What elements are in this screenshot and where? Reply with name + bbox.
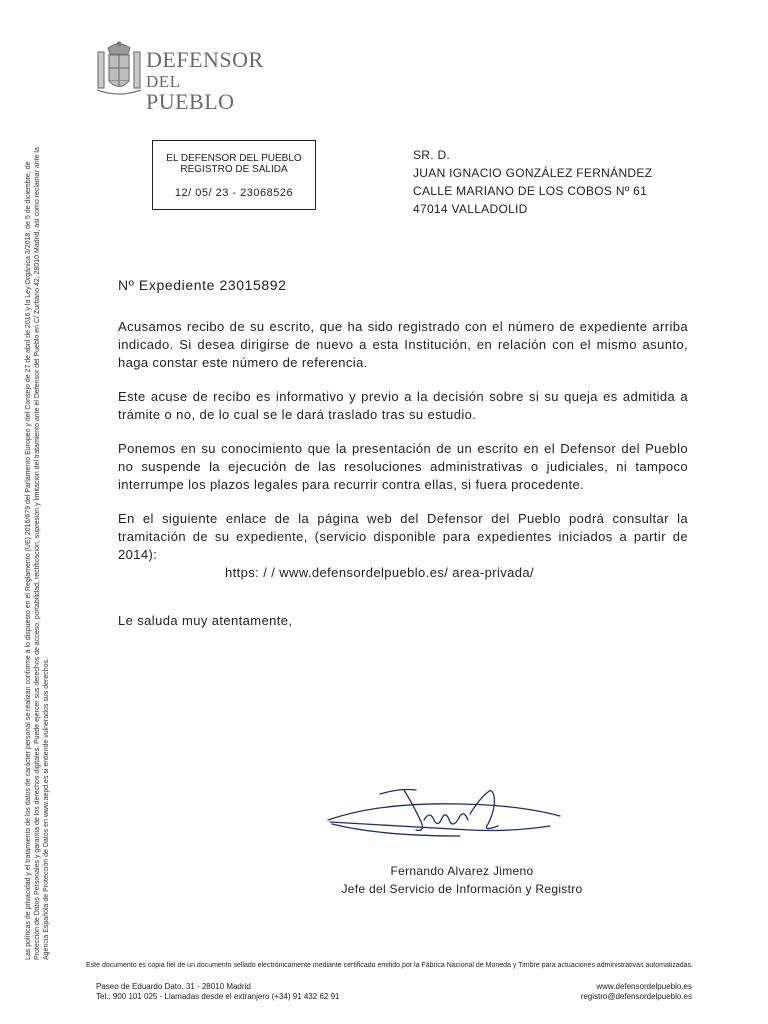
recipient-city: 47014 VALLADOLID [413, 202, 528, 216]
footer-contact [96, 982, 340, 1002]
stamp-line1: EL DEFENSOR DEL PUEBLO [166, 153, 302, 164]
case-number-value: 23015892 [219, 277, 287, 293]
logo-wordmark [146, 47, 274, 114]
stamp-line2: REGISTRO DE SALIDA [180, 164, 288, 175]
paragraph-2: Este acuse de recibo es informativo y previo a la decisión sobre si su queja es admitida a trámite o no, de lo cual se le dará traslado tras su estudio. [118, 389, 688, 422]
signer-title: Jefe del Servicio de Información y Registro [341, 882, 583, 896]
letter-body [118, 318, 688, 646]
closing-salutation: Le saluda muy atentamente, [118, 613, 293, 628]
footer-website[interactable]: www.defensordelpueblo.es [596, 982, 692, 991]
logo-line2 [146, 70, 274, 112]
coat-of-arms-icon [94, 38, 144, 98]
signer-name: Fernando Alvarez Jimeno [390, 864, 534, 878]
recipient-name: JUAN IGNACIO GONZÁLEZ FERNÁNDEZ [413, 166, 653, 180]
logo [94, 38, 274, 114]
footer-phone: Tel.: 900 101 025 - Llamadas desde el extranjero (+34) 91 432 62 91 [96, 992, 340, 1001]
case-number-label: Nº Expediente [118, 277, 215, 293]
privacy-notice-sidebar [24, 110, 51, 960]
privacy-line1: Las políticas de privacidad y el tratamiento de los datos de carácter personal se realizan conforme a lo dispuesto en el Reglamento (UE) 2016/679 del Parlamento Europeo y del Consejo de 27 de abril de 2016 y la Ley Orgánica 3/2018, de 5 de diciembre, de [25, 161, 32, 960]
handwritten-signature [320, 780, 570, 850]
footer-email[interactable]: registro@defensordelpueblo.es [580, 992, 692, 1001]
paragraph-3: Ponemos en su conocimiento que la presentación de un escrito en el Defensor del Pueblo no suspende la ejecución de las resoluciones administrativas o judiciales, ni tampoco interrumpe los plazos legales para recurrir contra ellas, si fuera procedente. [118, 441, 688, 492]
recipient-address [413, 146, 652, 218]
case-number [118, 277, 287, 293]
logo-line1: DEFENSOR [146, 47, 264, 72]
private-area-link[interactable]: https: / / www.defensordelpueblo.es/ area-privada/ [225, 565, 535, 580]
recipient-street: CALLE MARIANO DE LOS COBOS Nº 61 [413, 184, 648, 198]
footer-web [540, 982, 692, 1002]
privacy-line2: Protección de Datos Personales y garantía de los derechos digitales. Puede ejercer sus derechos de acceso, portabilidad, rectificación, supresión y limitación del tratamiento ante el Defensor del Pueblo en C/ Zurbano 42, 28010 Madrid, así como reclamar ante la [34, 147, 41, 960]
privacy-line3: Agencia Española de Protección de Datos en www.aepd.es si entiende vulnerados sus derechos. [43, 658, 50, 960]
logo-line2-word: PUEBLO [146, 89, 235, 114]
recipient-salutation: SR. D. [413, 148, 451, 162]
exit-register-stamp [152, 140, 316, 210]
signer-block [329, 862, 595, 898]
logo-line2-prefix: DEL [146, 72, 181, 91]
paragraph-1: Acusamos recibo de su escrito, que ha sido registrado con el número de expediente arriba indicado. Si desea dirigirse de nuevo a esta Institución, en relación con el mismo asunto, haga constar este número de referencia. [118, 319, 688, 370]
electronic-seal-note: Este documento es copia fiel de un documento sellado electrónicamente mediante certificado emitido por la Fábrica Nacional de Moneda y Timbre para actuaciones administrativas automatizadas. [86, 962, 693, 969]
footer-address: Paseo de Eduardo Dato, 31 - 28010 Madrid [96, 982, 251, 991]
stamp-date-number: 12/ 05/ 23 - 23068526 [174, 187, 294, 199]
paragraph-4: En el siguiente enlace de la página web del Defensor del Pueblo podrá consultar la tramitación de su expediente, (servicio disponible para expedientes iniciados a partir de 2014): [118, 511, 688, 562]
